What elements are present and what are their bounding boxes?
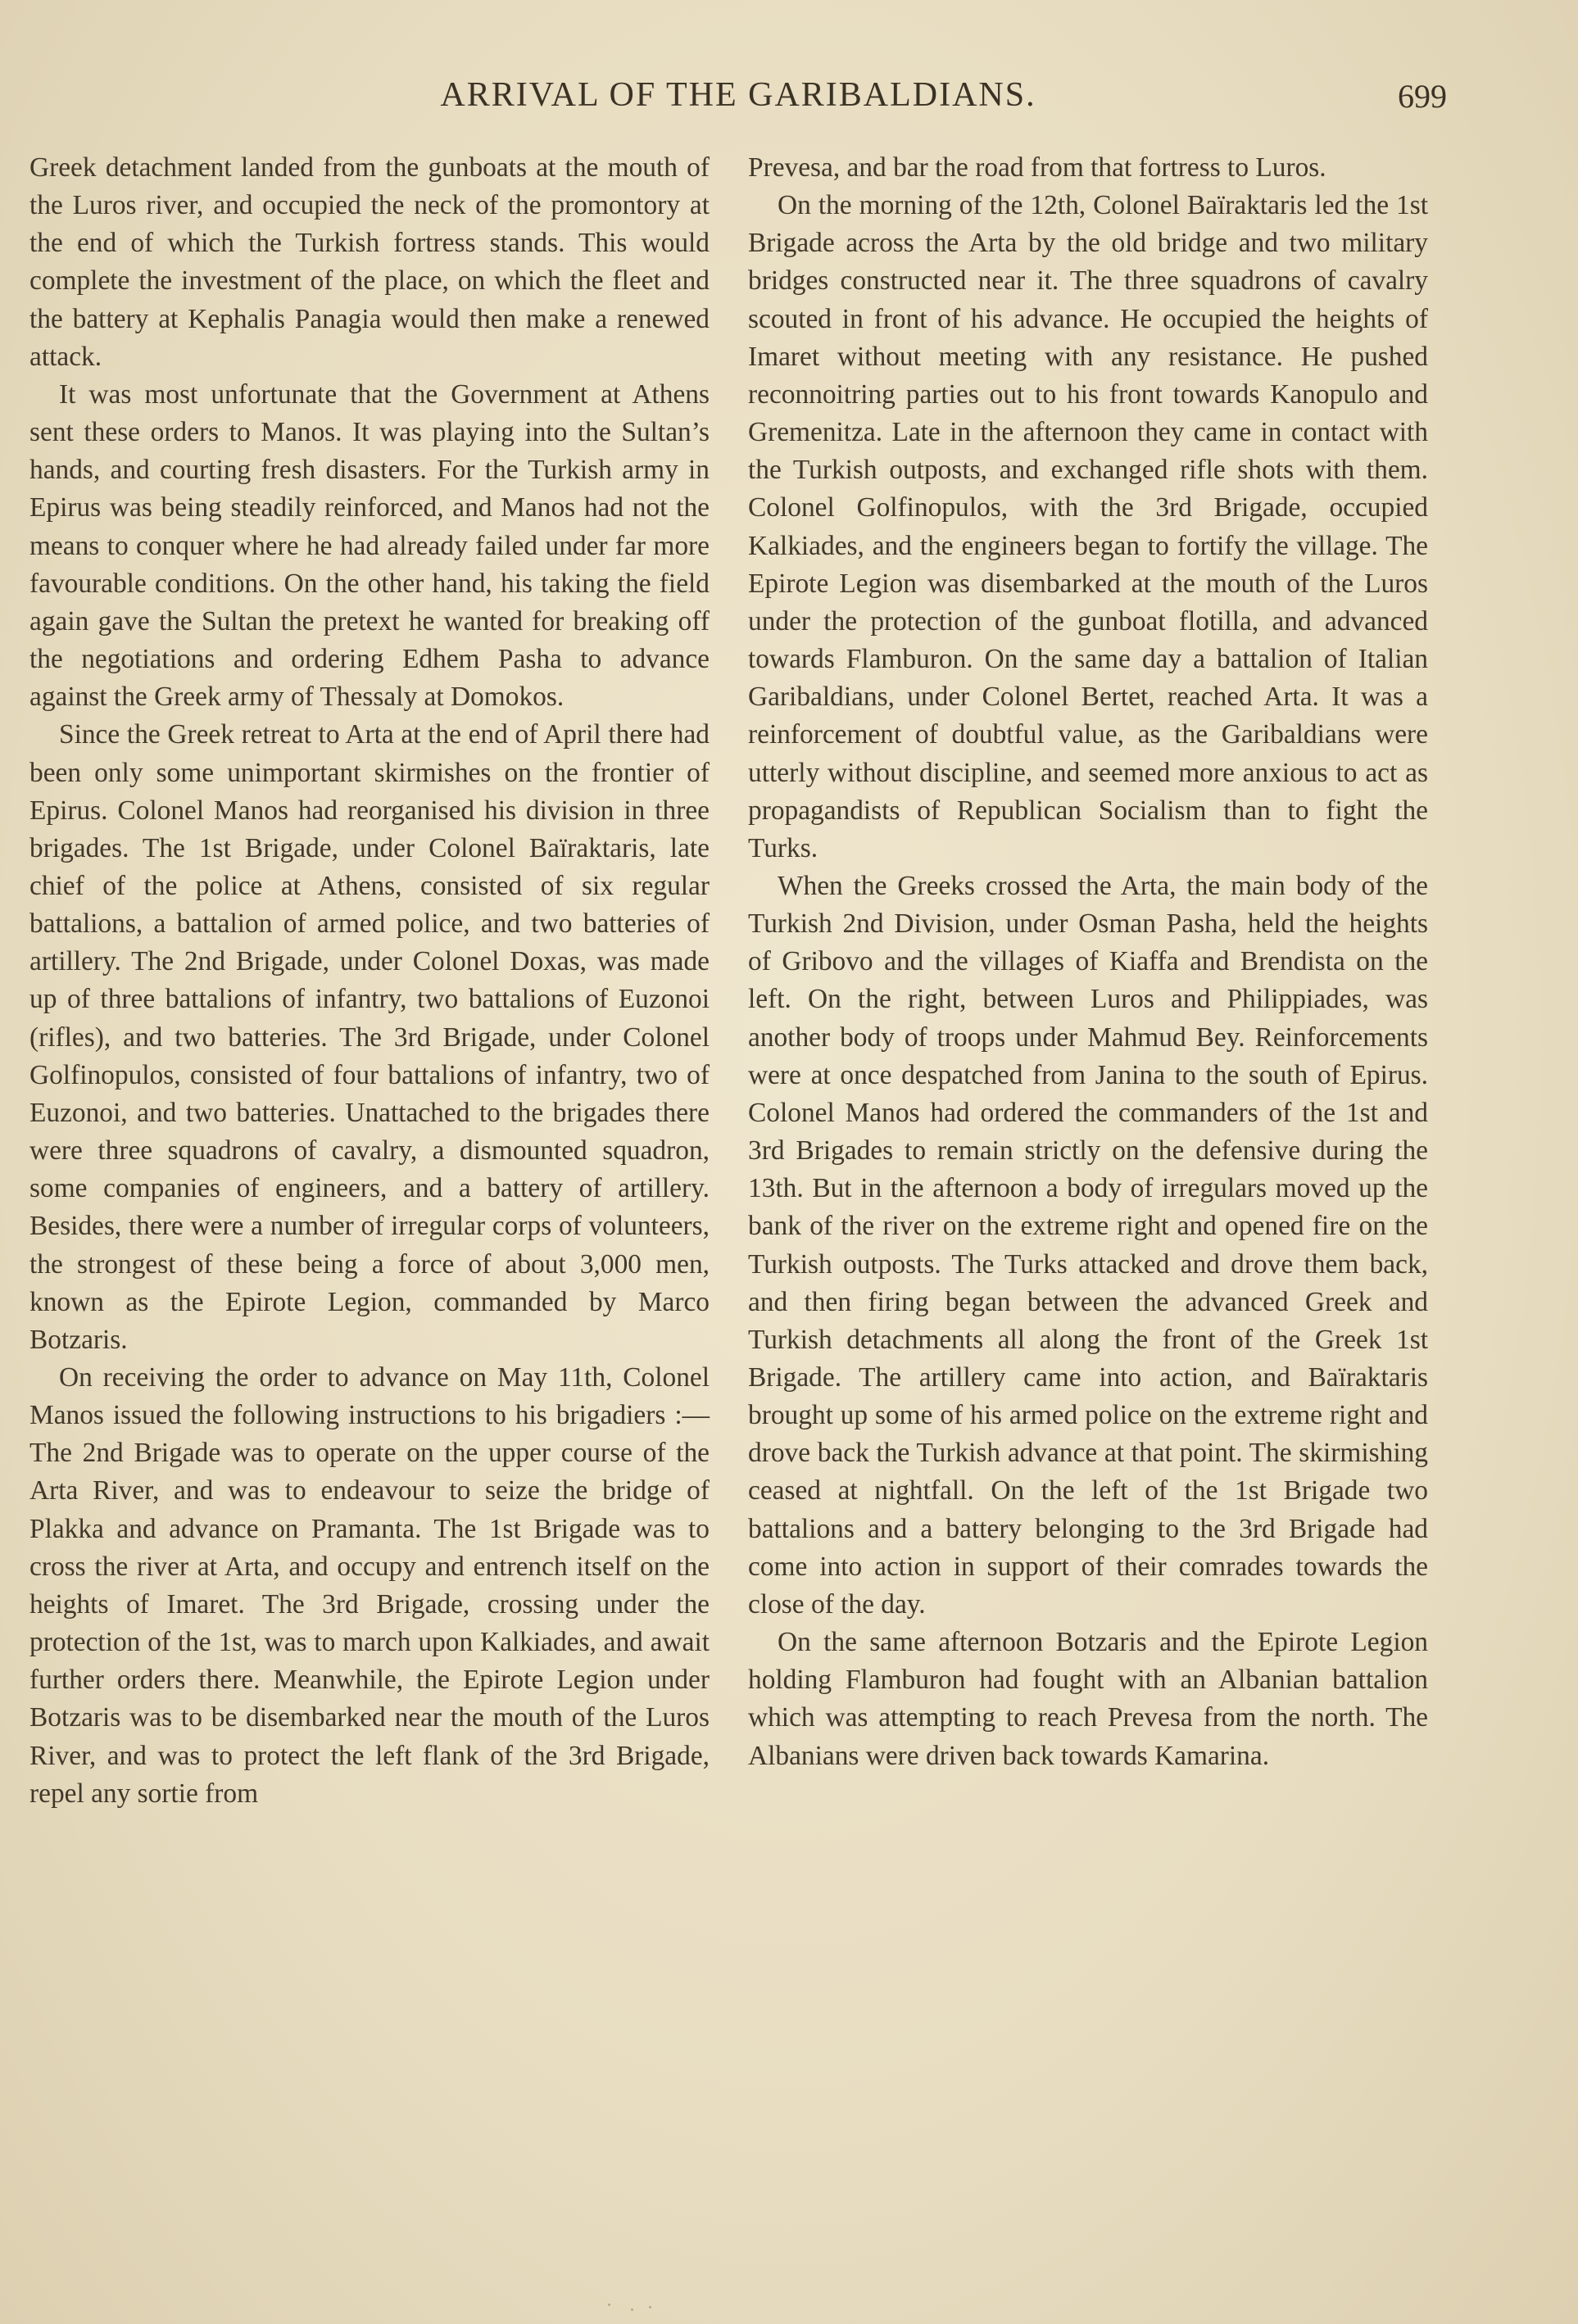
paragraph: Since the Greek retreat to Arta at the end of April there had been only some unimportant skirmishes on the frontier of Epirus. Colonel Manos had reorganised his division in three brigades. The 1st Brigade, under Colonel Baïraktaris, late chief of the police at Athens, consisted of six regular battalions, a battalion of armed police, and two batteries of artillery. The 2nd Brigade, under Colonel Doxas, was made up of three battalions of infantry, two battalions of Euzonoi (rifles), and two batteries. The 3rd Brigade, under Colonel Golfinopulos, consisted of four battalions of infantry, two of Euzonoi, and two batteries. Unattached to the brigades there were three squadrons of cavalry, a dismounted squadron, some companies of engineers, and a battery of artillery. Besides, there were a number of irregular corps of volunteers, the strongest of these being a force of about 3,000 men, known as the Epirote Legion, commanded by Marco Botzaris. bbox=[29, 719, 710, 1355]
paragraph: When the Greeks crossed the Arta, the main body of the Turkish 2nd Division, under Osman Pasha, held the heights of Gribovo and the villages of Kiaffa and Brendista on the left. On the right, between Luros and Philippiades, was another body of troops under Mahmud Bey. Reinforcements were at once despatched from Janina to the south of Epirus. Colonel Manos had ordered the commanders of the 1st and 3rd Brigades to remain strictly on the defensive during the 13th. But in the afternoon a body of irregulars moved up the bank of the river on the extreme right and opened fire on the Turkish outposts. The Turks attacked and drove them back, and then firing began between the advanced Greek and Turkish detachments all along the front of the Greek 1st Brigade. The artillery came into action, and Baïraktaris brought up some of his armed police on the extreme right and drove back the Turkish advance at that point. The skirmishing ceased at nightfall. On the left of the 1st Brigade two battalions and a battery belonging to the 3rd Brigade had come into action in support of their comrades towards the close of the day. bbox=[748, 870, 1428, 1620]
paragraph: On the same afternoon Botzaris and the Epirote Legion holding Flamburon had fought with an Albanian battalion which was attempting to reach Prevesa from the north. The Albanians were driven back towards Kamarina. bbox=[748, 1627, 1428, 1771]
left-column bbox=[29, 149, 710, 1813]
running-title: ARRIVAL OF THE GARIBALDIANS. bbox=[440, 76, 1036, 114]
page-header bbox=[29, 75, 1447, 125]
paper-speck bbox=[649, 2306, 651, 2308]
right-column bbox=[748, 149, 1428, 1775]
paragraph: It was most unfortunate that the Government at Athens sent these orders to Manos. It was playing into the Sultan’s hands, and courting fresh disasters. For the Turkish army in Epirus was being steadily reinforced, and Manos had not the means to conquer where he had already failed under far more favourable conditions. On the other hand, his taking the field again gave the Sultan the pretext he wanted for breaking off the negotiations and ordering Edhem Pasha to advance against the Greek army of Thessaly at Domokos. bbox=[29, 378, 710, 713]
paragraph: Greek detachment landed from the gunboats at the mouth of the Luros river, and occupied the neck of the promontory at the end of which the Turkish fortress stands. This would complete the investment of the place, on which the fleet and the battery at Kephalis Panagia would then make a renewed attack. bbox=[29, 152, 710, 372]
paper-speck bbox=[631, 2308, 633, 2311]
paper-speck bbox=[608, 2304, 610, 2306]
paragraph: On receiving the order to advance on May 11th, Colonel Manos issued the following instructions to his brigadiers :—The 2nd Brigade was to operate on the upper course of the Arta River, and was to endeavour to seize the bridge of Plakka and advance on Pramanta. The 1st Brigade was to cross the river at Arta, and occupy and entrench itself on the heights of Imaret. The 3rd Brigade, crossing under the protection of the 1st, was to march upon Kalkiades, and await further orders there. Meanwhile, the Epirote Legion under Botzaris was to be disembarked near the mouth of the Luros River, and was to protect the left flank of the 3rd Brigade, repel any sortie from bbox=[29, 1362, 710, 1809]
paragraph: Prevesa, and bar the road from that fortress to Luros. bbox=[748, 152, 1326, 183]
page-number: 699 bbox=[1398, 78, 1447, 115]
paragraph: On the morning of the 12th, Colonel Baïraktaris led the 1st Brigade across the Arta by the old bridge and two military bridges constructed near it. The three squadrons of cavalry scouted in front of his advance. He occupied the heights of Imaret without meeting with any resistance. He pushed reconnoitring parties out to his front towards Kanopulo and Gremenitza. Late in the afternoon they came in contact with the Turkish outposts, and exchanged rifle shots with them. Colonel Golfinopulos, with the 3rd Brigade, occupied Kalkiades, and the engineers began to fortify the village. The Epirote Legion was disembarked at the mouth of the Luros under the protection of the gunboat flotilla, and advanced towards Flamburon. On the same day a battalion of Italian Garibaldians, under Colonel Bertet, reached Arta. It was a reinforcement of doubtful value, as the Garibaldians were utterly without discipline, and seemed more anxious to act as propagandists of Republican Socialism than to fight the Turks. bbox=[748, 190, 1428, 863]
